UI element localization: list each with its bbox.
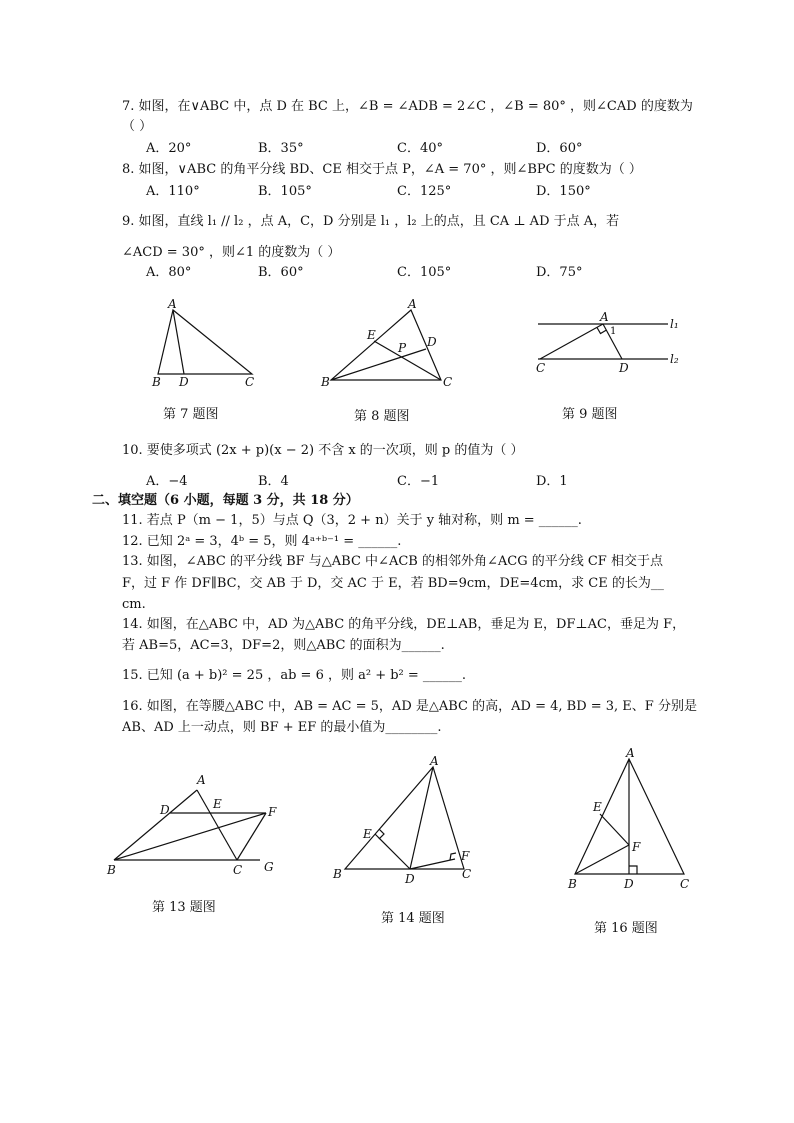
fig14-triangle-abc (345, 767, 464, 869)
fig14-label-c: C (462, 867, 472, 881)
fig7-label-b: B (152, 375, 161, 389)
q10-option-d: D．1 (536, 474, 568, 489)
fig14-label-e: E (363, 827, 372, 841)
fig7-caption: 第 7 题图 (163, 407, 219, 422)
fig16-label-b: B (568, 877, 577, 891)
fig16-segment-ef (600, 814, 629, 845)
q10-stem: 10. 要使多项式 (2x + p)(x − 2) 不含 x 的一次项，则 p 的值为（ ） (122, 443, 524, 458)
q12-text: 12. 已知 2ᵃ = 3，4ᵇ = 5，则 4ᵃ⁺ᵇ⁻¹ = ______. (122, 534, 402, 549)
section-2-heading: 二、填空题（6 小题，每题 3 分，共 18 分） (92, 493, 359, 508)
fig8-label-b: B (321, 375, 330, 389)
fig8-label-c: C (443, 375, 453, 389)
q13-text-line2: F，过 F 作 DF∥BC，交 AB 于 D，交 AC 于 E，若 BD=9cm，DE=4cm，求 CE 的长为__ (122, 576, 664, 591)
q7-option-b: B．35° (258, 141, 304, 156)
fig9-label-l2: l₂ (670, 352, 679, 366)
q9-option-b: B．60° (258, 265, 304, 280)
fig14-segment-df (410, 859, 455, 869)
fig9-label-l1: l₁ (670, 317, 679, 331)
q10-option-c: C．−1 (397, 474, 440, 489)
figure-7 (140, 296, 270, 396)
fig9-label-d: D (619, 361, 629, 375)
fig14-segment-de (375, 834, 410, 869)
fig16-label-e: E (593, 800, 602, 814)
q7-stem-line1: 7. 如图，在∨ABC 中，点 D 在 BC 上，∠B = ∠ADB = 2∠C ，∠B = 80° ，则∠CAD 的度数为 (122, 99, 693, 114)
q11-text: 11. 若点 P（m − 1，5）与点 Q（3，2 + n）关于 y 轴对称，则 m = ______. (122, 513, 582, 528)
fig14-caption: 第 14 题图 (381, 911, 445, 926)
q9-option-d: D．75° (536, 265, 583, 280)
fig14-label-b: B (333, 867, 342, 881)
fig9-label-a: A (600, 310, 609, 324)
fig16-label-a: A (626, 746, 635, 760)
fig16-label-c: C (680, 877, 690, 891)
q10-option-b: B．4 (258, 474, 289, 489)
q8-option-d: D．150° (536, 184, 591, 199)
fig13-caption: 第 13 题图 (152, 900, 216, 915)
fig16-label-d: D (624, 877, 634, 891)
fig14-label-a: A (430, 754, 439, 768)
fig16-right-angle-d (629, 866, 637, 874)
fig9-label-c: C (536, 361, 546, 375)
fig13-label-e: E (213, 797, 222, 811)
fig7-label-a: A (168, 297, 177, 311)
fig14-right-angle-e (379, 829, 384, 839)
q8-option-a: A．110° (146, 184, 200, 199)
q13-text-line1: 13. 如图，∠ABC 的平分线 BF 与△ABC 中∠ACB 的相邻外角∠ACG 的平分线 CF 相交于点 (122, 554, 663, 569)
fig16-segment-bf (575, 845, 629, 874)
fig13-label-d: D (160, 803, 170, 817)
q16-text-line2: AB、AD 上一动点，则 BF + EF 的最小值为________. (122, 720, 442, 735)
fig8-label-e: E (367, 328, 376, 342)
fig13-label-c: C (233, 863, 243, 877)
figure-14 (328, 755, 488, 890)
fig16-label-f: F (632, 840, 641, 854)
q7-option-d: D．60° (536, 141, 583, 156)
fig13-label-b: B (107, 863, 116, 877)
q7-option-c: C．40° (397, 141, 443, 156)
q9-stem-line2: ∠ACD = 30° ，则∠1 的度数为（ ） (122, 245, 341, 260)
fig14-bisector-ad (410, 767, 433, 869)
fig16-caption: 第 16 题图 (594, 921, 658, 936)
q8-option-c: C．125° (397, 184, 452, 199)
fig9-segment-ac (540, 324, 603, 359)
fig7-label-d: D (179, 375, 189, 389)
fig13-segment-ba (114, 790, 197, 860)
q7-option-a: A．20° (146, 141, 192, 156)
fig8-triangle-abc (331, 310, 441, 380)
q8-option-b: B．105° (258, 184, 312, 199)
figure-16 (560, 745, 705, 895)
fig8-label-p: P (398, 341, 407, 355)
fig13-label-a: A (197, 773, 206, 787)
q10-option-a: A．−4 (146, 474, 188, 489)
q8-stem: 8. 如图，∨ABC 的角平分线 BD、CE 相交于点 P，∠A = 70° ，则∠BPC 的度数为（ ） (122, 162, 642, 177)
fig14-label-d: D (405, 872, 415, 886)
q9-option-a: A．80° (146, 265, 192, 280)
q14-text-line1: 14. 如图，在△ABC 中，AD 为△ABC 的角平分线，DE⊥AB，垂足为 E，DF⊥AC，垂足为 F， (122, 617, 686, 632)
figure-8 (316, 296, 461, 396)
q7-stem-line2: （ ） (122, 119, 153, 134)
fig8-bisector-bd (331, 349, 426, 380)
q16-text-line1: 16. 如图，在等腰△ABC 中，AB = AC = 5，AD 是△ABC 的高，AD = 4, BD = 3, E、F 分别是 (122, 699, 697, 714)
q13-text-line3: cm. (122, 597, 146, 612)
fig8-caption: 第 8 题图 (354, 409, 410, 424)
fig14-label-f: F (461, 849, 470, 863)
q9-stem-line1: 9. 如图，直线 l₁ // l₂ ，点 A，C，D 分别是 l₁ ，l₂ 上的点，且 CA ⊥ AD 于点 A，若 (122, 214, 620, 229)
fig7-segment-ad (173, 310, 184, 374)
fig13-segment-bf (114, 813, 266, 860)
fig7-triangle-abc (158, 310, 252, 374)
fig8-label-a: A (408, 297, 417, 311)
q9-option-c: C．105° (397, 265, 452, 280)
fig8-label-d: D (427, 335, 437, 349)
figure-9 (530, 306, 690, 386)
q15-text: 15. 已知 (a + b)² = 25 ，ab = 6 ，则 a² + b² = ______. (122, 668, 467, 683)
q14-text-line2: 若 AB=5，AC=3，DF=2，则△ABC 的面积为______. (122, 638, 445, 653)
fig13-label-g: G (264, 860, 274, 874)
fig9-caption: 第 9 题图 (562, 407, 618, 422)
fig13-label-f: F (268, 805, 277, 819)
fig9-label-angle-1: 1 (610, 326, 617, 337)
fig7-label-c: C (245, 375, 255, 389)
figure-13 (100, 770, 285, 880)
